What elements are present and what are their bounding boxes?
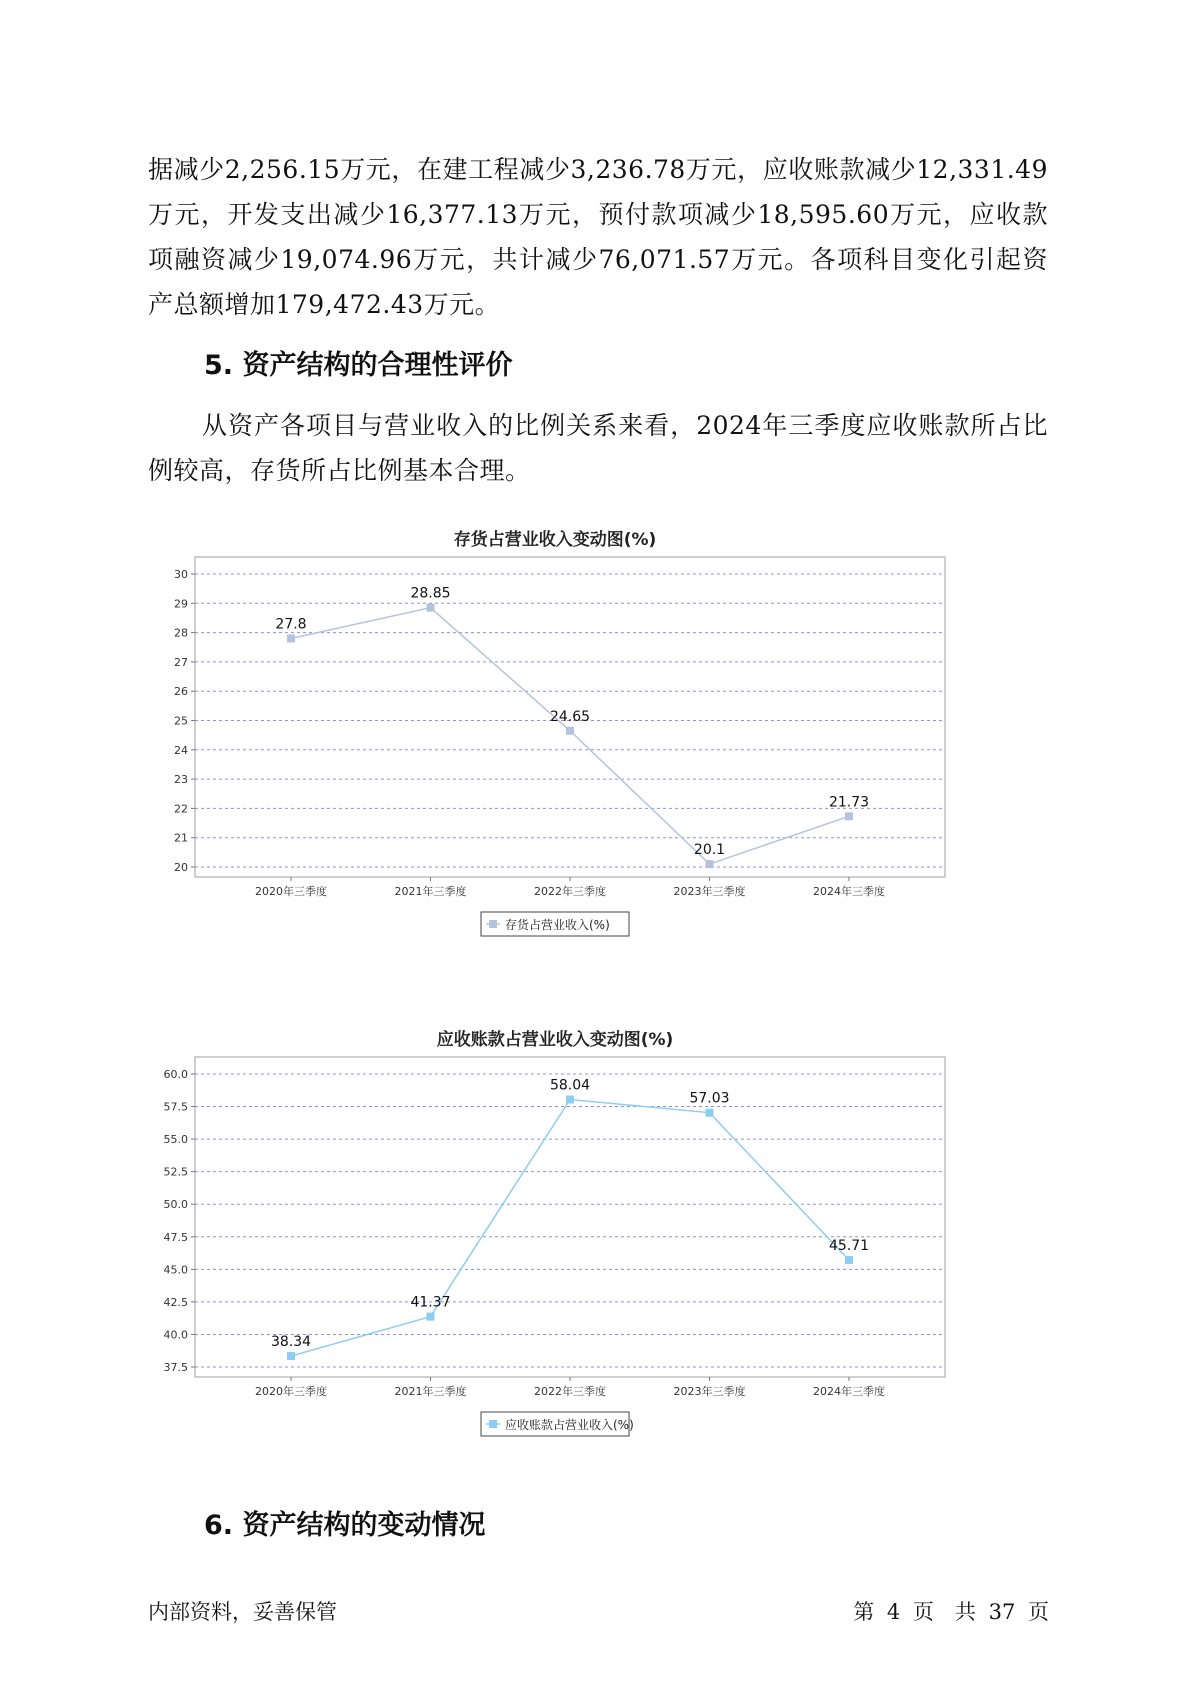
y-tick-label: 50.0 [163,1198,188,1212]
y-tick-label: 60.0 [163,1068,188,1081]
y-tick-label: 22 [174,802,188,816]
data-label: 27.8 [275,616,307,633]
data-label: 21.73 [828,794,870,811]
data-point [845,1256,853,1264]
data-point [427,1313,435,1321]
x-tick-label: 2021年三季度 [394,1385,467,1398]
section-heading-5: 5. 资产结构的合理性评价 [204,350,513,381]
y-tick-label: 27 [174,655,188,669]
y-tick-label: 30 [174,568,188,581]
x-tick-label: 2022年三季度 [534,885,606,898]
footer-page-number: 第 4 页 共 37 页 [853,1600,1049,1624]
data-label: 24.65 [549,708,591,725]
legend-label: 应收账款占营业收入(%) [505,1418,634,1432]
y-tick-label: 23 [174,773,188,787]
y-tick-label: 37.5 [163,1361,188,1374]
receivables-ratio-chart [160,1020,1030,1432]
inventory-ratio-chart [160,520,1030,932]
data-label: 57.03 [689,1090,730,1107]
y-tick-label: 42.5 [163,1295,188,1309]
data-point [427,604,435,612]
plot-area [195,1057,945,1377]
body-paragraph-2: 从资产各项目与营业收入的比例关系来看，2024年三季度应收账款所占比例较高，存货所占比例基本合理。 [148,411,1048,485]
x-tick-label: 2024年三季度 [813,885,885,898]
legend-label: 存货占营业收入(%) [505,918,610,932]
x-tick-label: 2021年三季度 [394,885,467,898]
x-tick-label: 2023年三季度 [673,1385,746,1398]
y-tick-label: 24 [174,743,188,757]
x-tick-label: 2024年三季度 [813,1385,885,1398]
y-tick-label: 45.0 [163,1263,188,1277]
data-point [845,812,853,820]
y-tick-label: 40.0 [163,1328,188,1342]
section-heading-6: 6. 资产结构的变动情况 [204,1510,486,1541]
y-tick-label: 29 [174,597,188,611]
data-point [566,727,574,735]
y-tick-label: 47.5 [163,1230,188,1244]
data-label: 38.34 [270,1334,312,1351]
y-tick-label: 26 [174,685,188,699]
x-tick-label: 2022年三季度 [534,1385,606,1398]
data-point [566,1096,574,1104]
data-label: 45.71 [828,1238,870,1255]
y-tick-label: 28 [174,626,188,640]
y-tick-label: 57.5 [163,1100,188,1114]
data-label: 41.37 [410,1294,451,1311]
data-point [287,1352,295,1360]
chart-title: 存货占营业收入变动图(%) [453,530,657,550]
x-tick-label: 2020年三季度 [255,1385,327,1398]
data-label: 28.85 [410,585,451,602]
data-point [706,860,714,868]
y-tick-label: 55.0 [163,1133,188,1147]
x-tick-label: 2023年三季度 [673,885,746,898]
data-point [287,634,295,642]
data-label: 20.1 [693,842,726,859]
chart-title: 应收账款占营业收入变动图(%) [436,1030,674,1050]
y-tick-label: 20 [174,861,188,874]
y-tick-label: 52.5 [163,1165,188,1179]
y-tick-label: 21 [174,831,188,845]
data-label: 58.04 [549,1077,591,1094]
legend-marker [489,1420,497,1428]
y-tick-label: 25 [174,714,188,728]
body-paragraph-1: 据减少2,256.15万元，在建工程减少3,236.78万元，应收账款减少12,331.49万元，开发支出减少16,377.13万元，预付款项减少18,595.60万元，应收款项融资减少19,074.96万元，共计减少76,071.57万元。各项科目变化引起资产总额增加179,472.43万元。 [148,155,1048,319]
data-point [706,1109,714,1117]
footer-confidential-note: 内部资料，妥善保管 [148,1600,337,1624]
legend-marker [489,920,497,928]
x-tick-label: 2020年三季度 [255,885,327,898]
